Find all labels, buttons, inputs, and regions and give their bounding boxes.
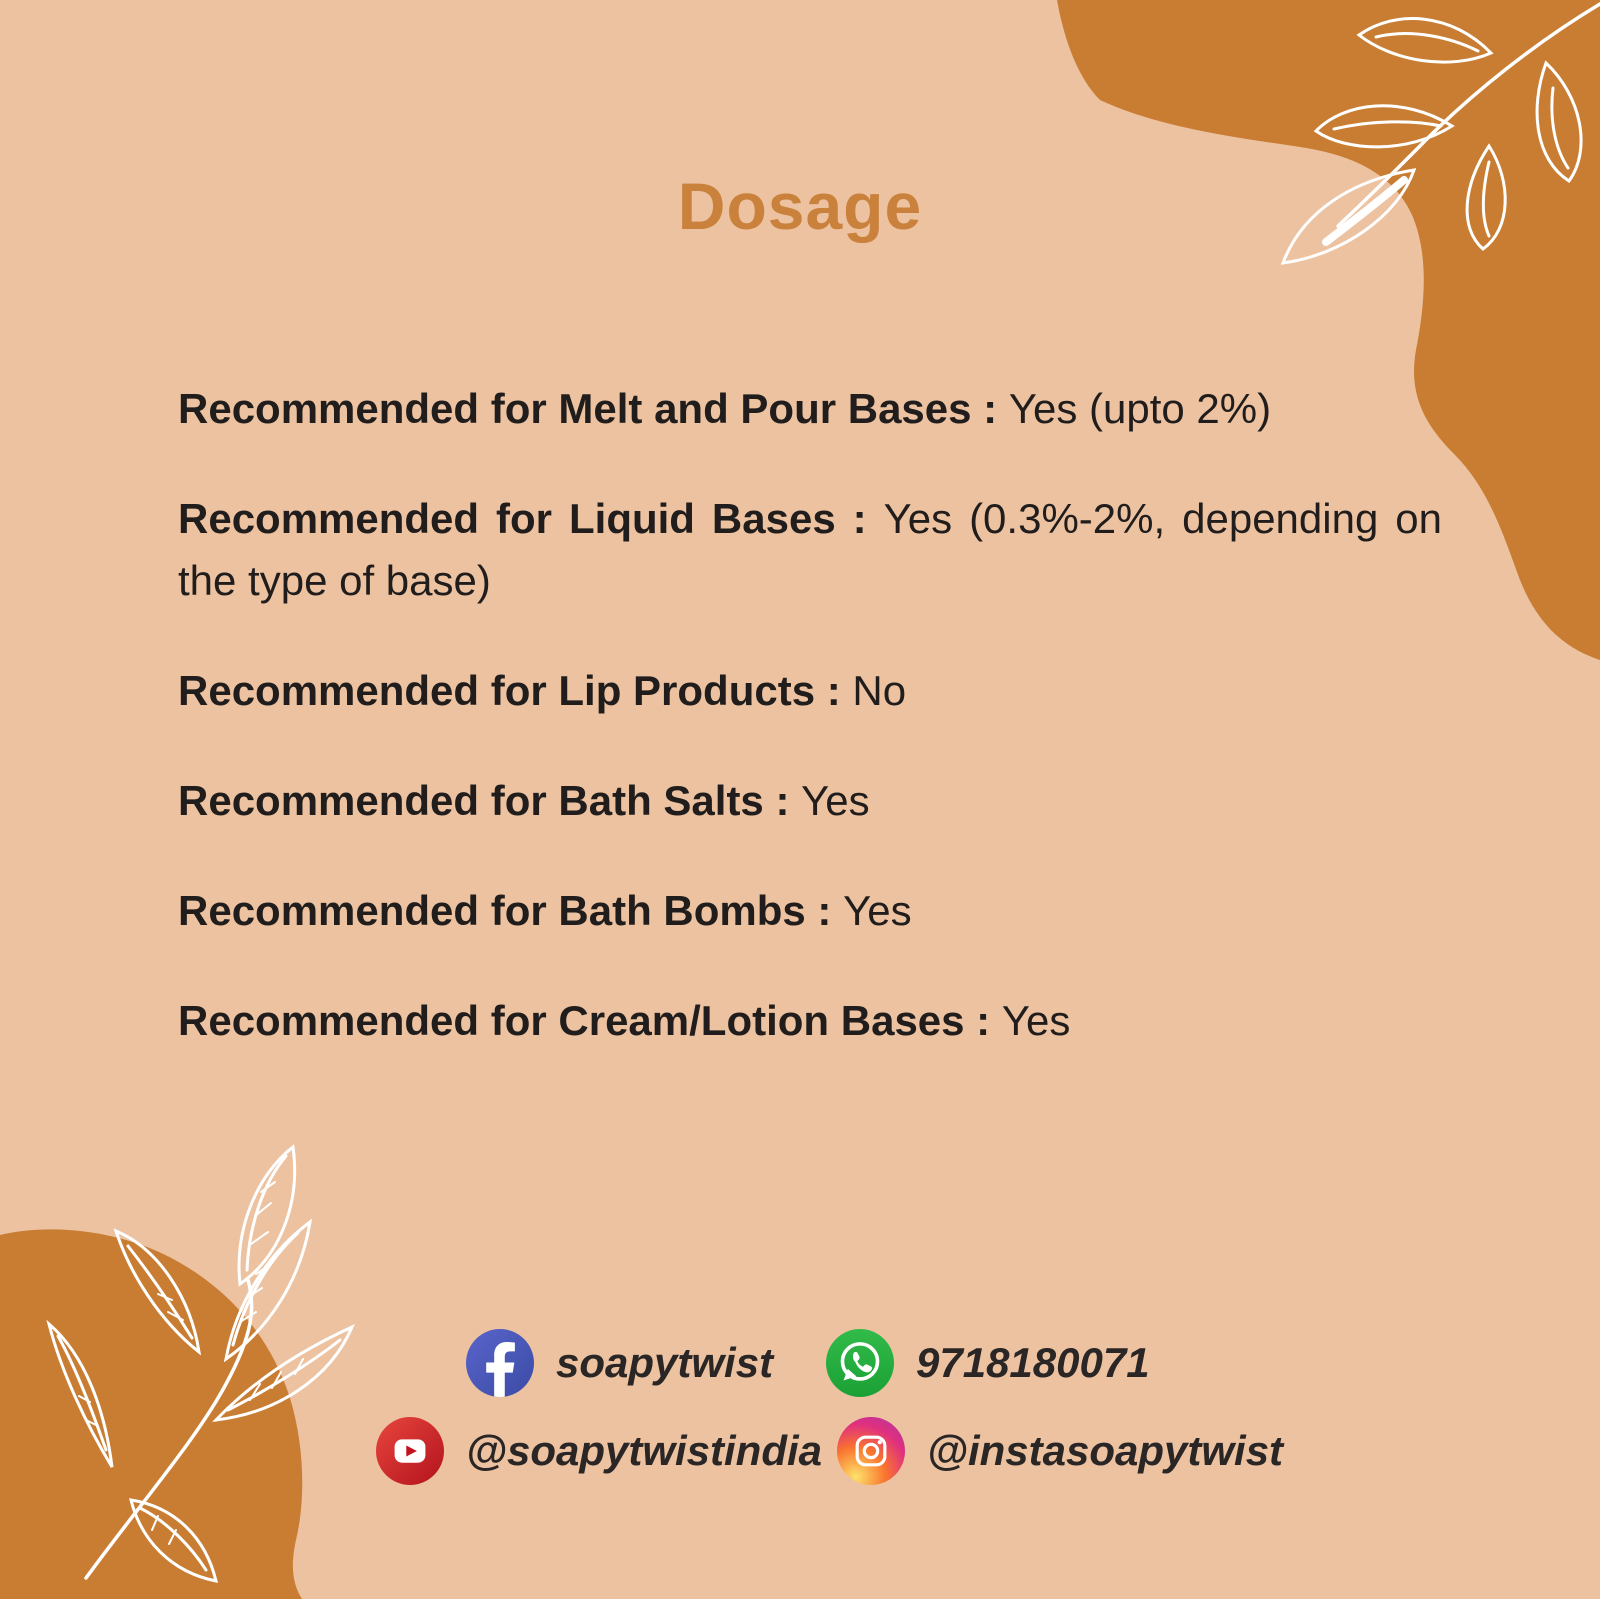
item-value: Yes bbox=[1001, 997, 1071, 1044]
instagram-handle bbox=[837, 1417, 1283, 1485]
item-value: Yes bbox=[843, 887, 912, 934]
instagram-handle-text: @instasoapytwist bbox=[927, 1427, 1284, 1474]
dosage-item-melt-and-pour bbox=[178, 378, 1442, 440]
youtube-icon bbox=[376, 1417, 444, 1485]
dosage-item-bath-salts bbox=[178, 770, 1442, 832]
facebook-handle-text: soapytwist bbox=[556, 1339, 774, 1386]
whatsapp-handle bbox=[826, 1329, 1150, 1397]
item-value: Yes (0.3%-2%, depending on the type of base) bbox=[178, 495, 1442, 604]
item-value: Yes (upto 2%) bbox=[1008, 385, 1272, 432]
item-label: Recommended for Cream/Lotion Bases : bbox=[178, 997, 1002, 1044]
item-label: Recommended for Bath Bombs : bbox=[178, 887, 844, 934]
item-label: Recommended for Liquid Bases : bbox=[178, 495, 884, 542]
dosage-item-lip-products bbox=[178, 660, 1442, 722]
dosage-list bbox=[178, 378, 1442, 1100]
item-value: Yes bbox=[801, 777, 870, 824]
youtube-handle bbox=[376, 1417, 822, 1485]
youtube-handle-text: @soapytwistindia bbox=[466, 1427, 823, 1474]
item-label: Recommended for Melt and Pour Bases : bbox=[178, 385, 1009, 432]
facebook-handle bbox=[466, 1329, 773, 1397]
facebook-icon bbox=[466, 1329, 534, 1397]
whatsapp-icon bbox=[826, 1329, 894, 1397]
item-label: Recommended for Lip Products : bbox=[178, 667, 853, 714]
page-title: Dosage bbox=[677, 169, 923, 243]
whatsapp-number-text: 9718180071 bbox=[916, 1339, 1150, 1386]
dosage-item-liquid-bases bbox=[178, 488, 1442, 612]
item-label: Recommended for Bath Salts : bbox=[178, 777, 802, 824]
dosage-item-cream-lotion bbox=[178, 990, 1442, 1052]
instagram-icon bbox=[837, 1417, 905, 1485]
dosage-item-bath-bombs bbox=[178, 880, 1442, 942]
item-value: No bbox=[852, 667, 907, 714]
